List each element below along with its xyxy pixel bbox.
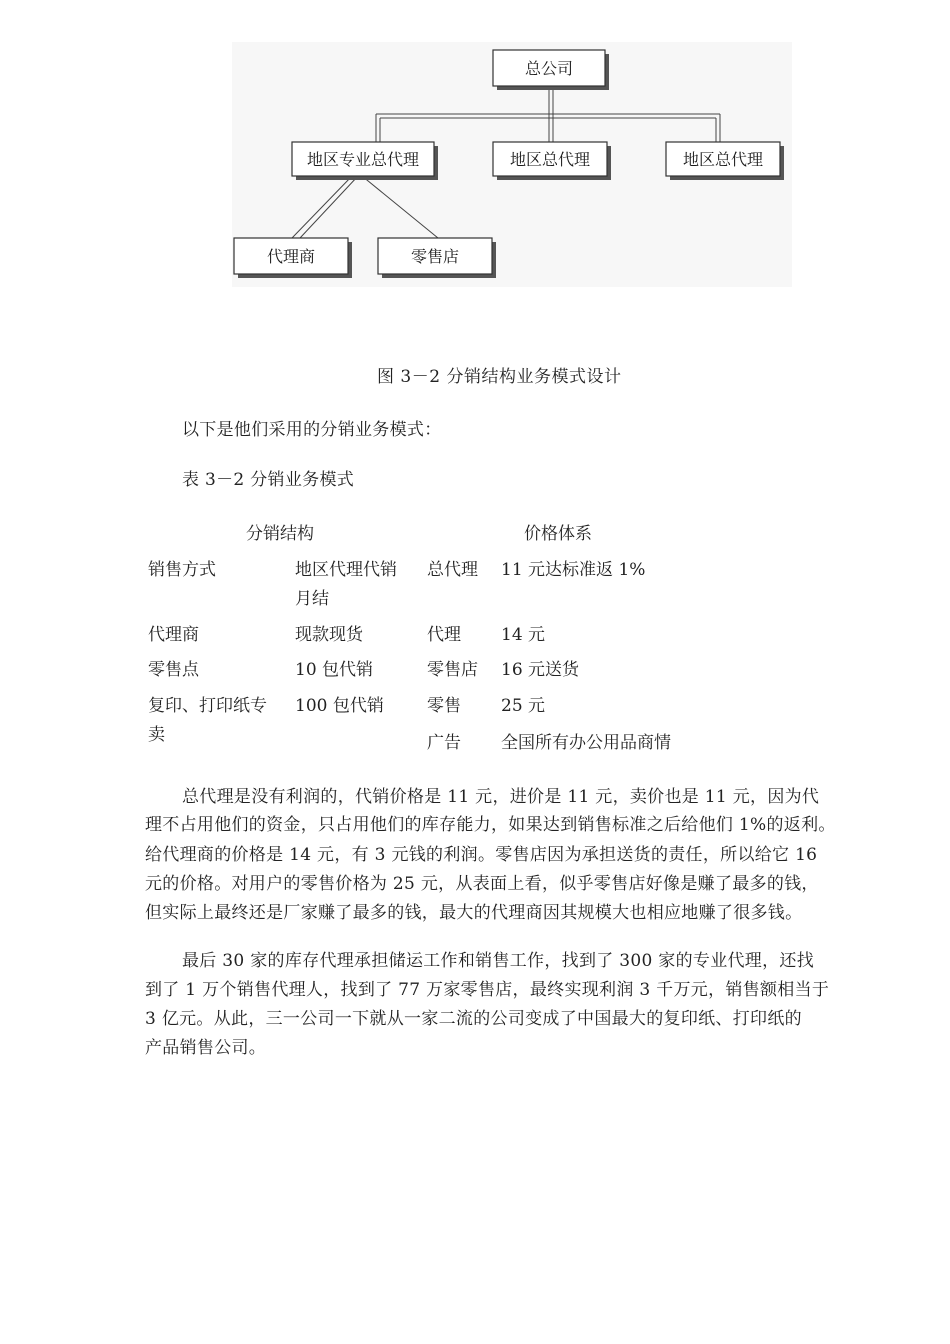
org-node-l2-2 <box>666 142 784 180</box>
table-cell: 10 包代销 <box>295 660 374 680</box>
paragraph-line: 最后 30 家的库存代理承担储运工作和销售工作，找到了 300 家的专业代理，还找 <box>182 951 814 971</box>
table-cell: 地区代理代销 <box>295 560 397 580</box>
intro-text: 以下是他们采用的分销业务模式： <box>182 420 442 440</box>
table-cell: 总代理 <box>427 560 478 580</box>
org-l2-label-1: 地区总代理 <box>509 150 591 169</box>
table-cell: 零售点 <box>148 660 199 680</box>
table-cell: 零售店 <box>427 660 478 680</box>
org-root-label: 总公司 <box>524 59 574 78</box>
org-node-l2-0 <box>292 142 438 180</box>
paragraph-line: 总代理是没有利润的，代销价格是 11 元，进价是 11 元，卖价也是 11 元，因为代 <box>182 787 820 807</box>
paragraph-line: 到了 1 万个销售代理人，找到了 77 万家零售店，最终实现利润 3 千万元，销售额相当于 <box>145 980 830 1000</box>
paragraph-line: 但实际上最终还是厂家赚了最多的钱，最大的代理商因其规模大也相应地赚了很多钱。 <box>145 903 803 923</box>
org-chart <box>232 42 792 287</box>
paragraph-line: 给代理商的价格是 14 元，有 3 元钱的利润。零售店因为承担送货的责任，所以给它 16 <box>145 845 818 865</box>
table-cell: 代理 <box>427 625 461 645</box>
table-cell: 零售 <box>427 696 461 716</box>
org-node-root <box>493 50 609 90</box>
paragraph-line: 产品销售公司。 <box>145 1038 267 1058</box>
org-node-l2-1 <box>493 142 611 180</box>
paragraph-line: 元的价格。对用户的零售价格为 25 元，从表面上看，似乎零售店好像是赚了最多的钱， <box>145 874 819 894</box>
table-title: 表 3－2 分销业务模式 <box>182 470 355 490</box>
org-l2-label-0: 地区专业总代理 <box>306 150 420 169</box>
table-header-structure: 分销结构 <box>246 524 314 544</box>
figure-caption: 图 3－2 分销结构业务模式设计 <box>377 367 622 387</box>
org-l3-label-1: 零售店 <box>410 247 460 266</box>
org-node-l3-1 <box>378 238 496 278</box>
org-node-l3-0 <box>234 238 352 278</box>
table-cell: 广告 <box>427 733 461 753</box>
table-cell: 全国所有办公用品商情 <box>501 733 671 753</box>
table-cell: 卖 <box>148 725 165 745</box>
table-cell: 代理商 <box>148 625 199 645</box>
table-cell: 销售方式 <box>148 560 216 580</box>
table-cell: 复印、打印纸专 <box>148 696 267 716</box>
org-l3-label-0: 代理商 <box>266 247 316 266</box>
paragraph-line: 理不占用他们的资金，只占用他们的库存能力，如果达到销售标准之后给他们 1%的返利。 <box>145 815 836 835</box>
table-cell: 25 元 <box>501 696 546 716</box>
table-cell: 现款现货 <box>295 625 363 645</box>
table-cell: 14 元 <box>501 625 546 645</box>
table-cell: 11 元达标准返 1% <box>501 560 646 580</box>
table-cell: 16 元送货 <box>501 660 580 680</box>
table-cell: 100 包代销 <box>295 696 384 716</box>
table-cell: 月结 <box>295 589 329 609</box>
paragraph-line: 3 亿元。从此，三一公司一下就从一家二流的公司变成了中国最大的复印纸、打印纸的 <box>145 1009 802 1029</box>
org-l2-label-2: 地区总代理 <box>682 150 764 169</box>
table-header-price: 价格体系 <box>524 524 592 544</box>
